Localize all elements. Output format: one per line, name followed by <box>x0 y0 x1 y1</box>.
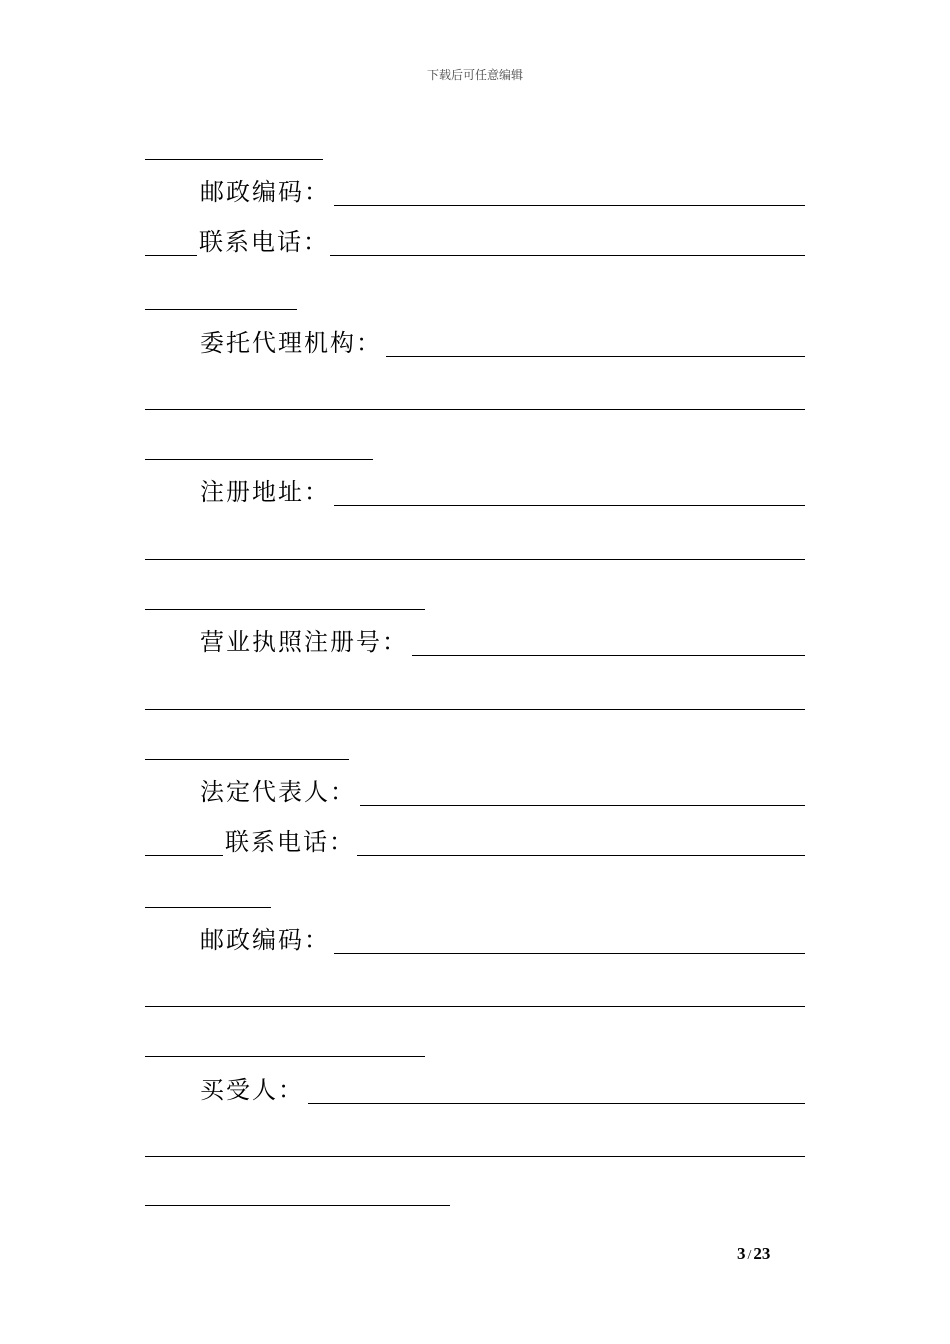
blank-line <box>357 805 805 806</box>
reg-address-line <box>200 478 805 510</box>
agency-label: 委托代理机构： <box>200 329 386 357</box>
blank-line <box>412 655 805 656</box>
agency-line <box>200 329 805 361</box>
postal-code-label: 邮政编码： <box>200 178 334 206</box>
blank-line <box>357 855 805 856</box>
blank-line <box>330 953 805 954</box>
blank-line <box>145 759 349 760</box>
blank-line <box>145 255 197 256</box>
buyer-label: 买受人： <box>200 1076 308 1104</box>
blank-line <box>145 907 271 908</box>
blank-line <box>385 356 805 357</box>
total-pages: 23 <box>753 1244 771 1263</box>
current-page: 3 <box>737 1244 746 1263</box>
buyer-line <box>200 1076 805 1108</box>
postal-code-line <box>200 178 805 210</box>
legal-rep-line <box>200 778 805 810</box>
blank-line <box>145 609 425 610</box>
phone-label-2: 联系电话： <box>225 828 359 856</box>
blank-line <box>145 459 373 460</box>
blank-line <box>303 1103 805 1104</box>
postal-code-label-2: 邮政编码： <box>200 926 334 954</box>
blank-line <box>145 409 805 410</box>
page-header: 下载后可任意编辑 <box>426 68 523 82</box>
legal-rep-label: 法定代表人： <box>200 778 360 806</box>
license-no-line <box>200 628 805 660</box>
blank-line <box>145 1056 425 1057</box>
license-no-label: 营业执照注册号： <box>200 628 412 656</box>
phone-line-2 <box>145 828 805 860</box>
phone-line <box>145 228 805 260</box>
blank-line <box>145 1205 450 1206</box>
reg-address-label: 注册地址： <box>200 478 334 506</box>
blank-line <box>145 309 297 310</box>
blank-line <box>145 1006 805 1007</box>
blank-line <box>145 855 223 856</box>
blank-line <box>145 1156 805 1157</box>
postal-code-line-2 <box>200 926 805 958</box>
blank-line <box>145 559 805 560</box>
blank-line <box>145 159 323 160</box>
blank-line <box>330 505 805 506</box>
page-number <box>737 1244 770 1264</box>
phone-label: 联系电话： <box>199 228 333 256</box>
blank-line <box>145 709 805 710</box>
blank-line <box>330 255 805 256</box>
blank-line <box>330 205 805 206</box>
page-separator: / <box>747 1248 752 1263</box>
